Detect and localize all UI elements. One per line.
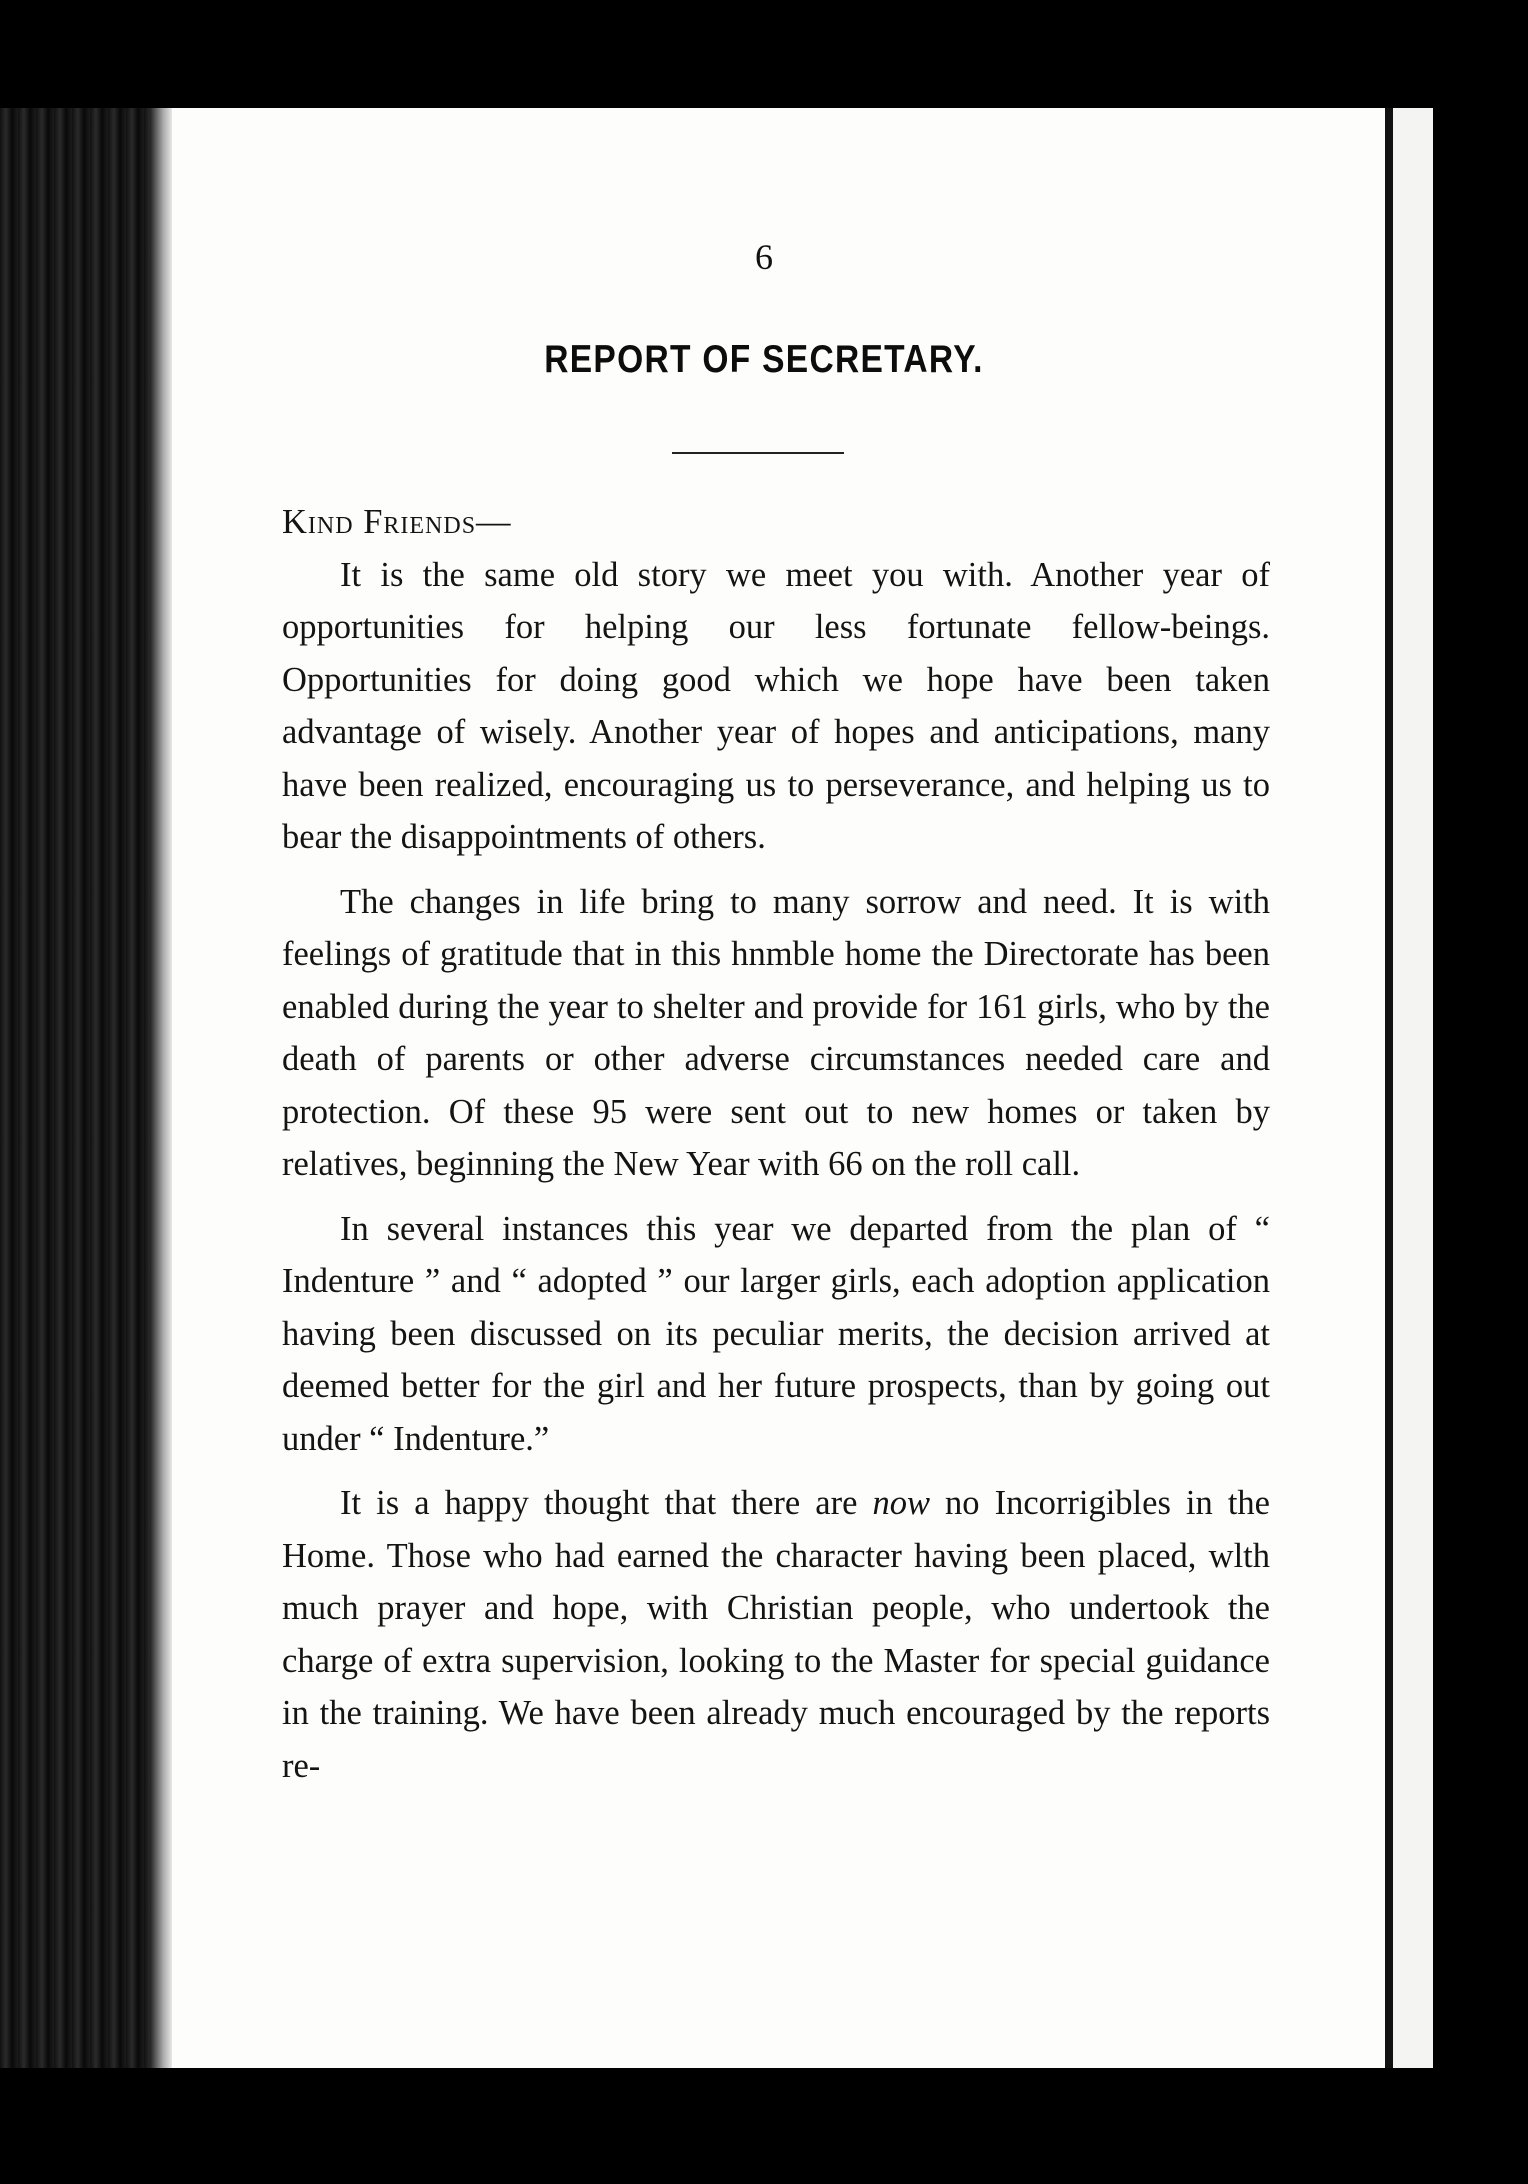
body-text [282,496,1270,1804]
paragraph-3: In several instances this year we departed from the plan of “ Indenture ” and “ adopted ” our larger girls, each adoption application having been discussed on its peculiar merits, the decision arrived at deemed better for the girl and her future prospects, than by going out under “ Indenture.” [282,1209,1270,1458]
paragraph-1: It is the same old story we meet you with. Another year of opportunities for helping our less fortunate fellow-beings. Opportunities for doing good which we hope have been taken advantage of wisely. Another year of hopes and anticipations, many have been realized, encouraging us to perseverance, and helping us to bear the disappointments of others. [282,555,1270,856]
paragraph-2: The changes in life bring to many sorrow and need. It is with feelings of gratitude that in this hnmble home the Directorate has been enabled during the year to shelter and provide for 161 girls, who by the death of parents or other adverse circumstances needed care and protection. Of these 95 were sent out to new homes or taken by relatives, beginning the New Year with 66 on the roll call. [282,882,1270,1183]
title-divider [672,452,844,454]
page-number: 6 [755,237,773,277]
salutation: Kind Friends— [282,503,512,541]
paragraph-4-emphasis: now [872,1484,930,1522]
page-edge-rule [1385,108,1393,2068]
facing-page-strip [1393,108,1433,2068]
paragraph-4-start: It is a happy thought that there are [340,1484,873,1522]
page-title: REPORT OF SECRETARY. [544,338,984,381]
paragraph-4 [282,1477,1270,1792]
book-spine [0,108,170,2068]
paragraph-4-end: no Incorrigibles in the Home. Those who had earned the character having been placed, wlth much prayer and hope, with Christian people, who undertook the charge of extra supervision, looking to the Master for special guidance in the training. We have been already much encouraged by the reports re- [282,1484,1270,1785]
page-gutter [150,108,172,2068]
